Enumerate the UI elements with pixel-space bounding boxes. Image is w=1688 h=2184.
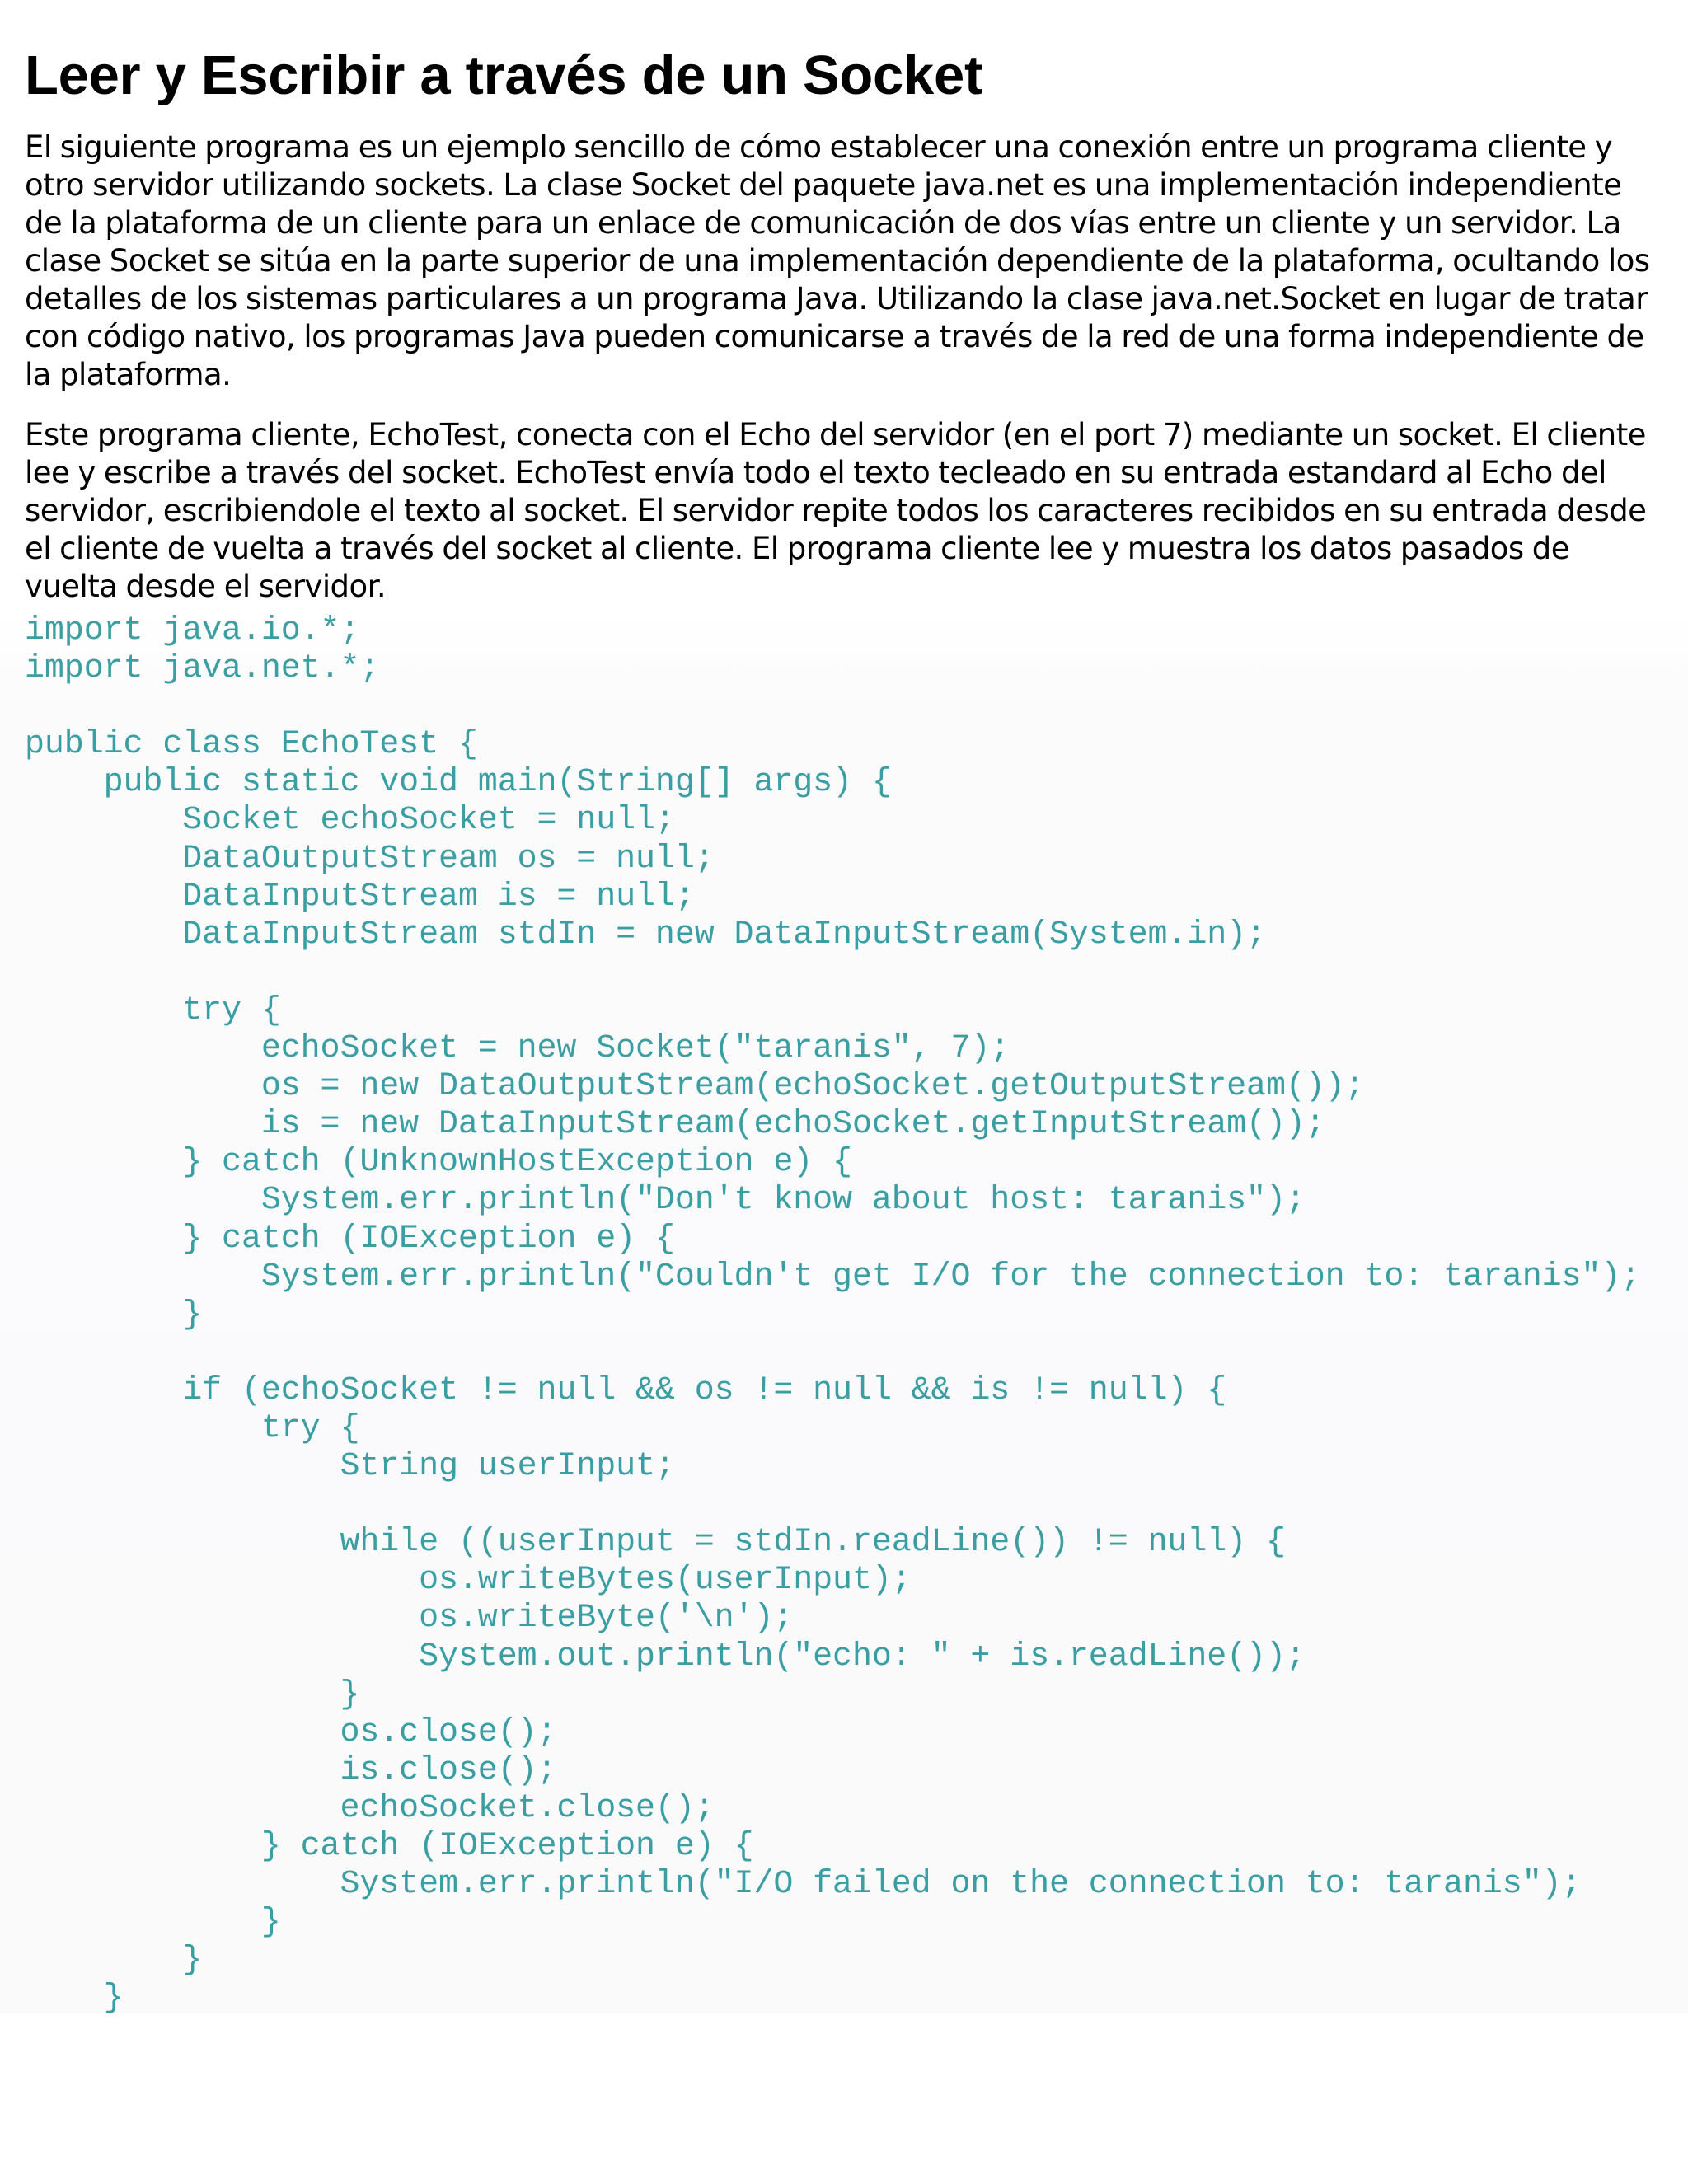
- page-title: Leer y Escribir a través de un Socket: [25, 45, 982, 106]
- java-code-listing: import java.io.*; import java.net.*; public class EchoTest { public static void main(String[] args) { Socket echoSocket = null; DataOutputStream os = null; DataInputStream is = null; DataInputStream stdIn = new DataInputStream(System.in); try { echoSocket = new Socket("taranis", 7); os = new DataOutputStream(echoSocket.getOutputStream()); is = new DataInputStream(echoSocket.getInputStream()); } catch (UnknownHostException e) { System.err.println("Don't know about host: taranis"); } catch (IOException e) { System.err.println("Couldn't get I/O for the connection to: taranis"); } if (echoSocket != null && os != null && is != null) { try { String userInput; while ((userInput = stdIn.readLine()) != null) { os.writeBytes(userInput); os.writeByte('\n'); System.out.println("echo: " + is.readLine()); } os.close(); is.close(); echoSocket.close(); } catch (IOException e) { System.err.println("I/O failed on the connection to: taranis"); } } }: [25, 612, 1641, 2018]
- echotest-paragraph: Este programa cliente, EchoTest, conecta con el Echo del servidor (en el port 7) mediante un socket. El cliente lee y escribe a través del socket. EchoTest envía todo el texto tecleado en su entrada estandard al Echo del servidor, escribiendole el texto al socket. El servidor repite todos los caracteres recibidos en su entrada desde el cliente de vuelta a través del socket al cliente. El programa cliente lee y muestra los datos pasados de vuelta desde el servidor.: [25, 417, 1647, 604]
- code-block: [0, 612, 1688, 2018]
- document-page: [25, 0, 1665, 2018]
- intro-paragraph: El siguiente programa es un ejemplo sencillo de cómo establecer una conexión entre un programa cliente y otro servidor utilizando sockets. La clase Socket del paquete java.net es una implementación independiente de la plataforma de un cliente para un enlace de comunicación de dos vías entre un cliente y un servidor. La clase Socket se sitúa en la parte superior de una implementación dependiente de la plataforma, ocultando los detalles de los sistemas particulares a un programa Java. Utilizando la clase java.net.Socket en lugar de tratar con código nativo, los programas Java pueden comunicarse a través de la red de una forma independiente de la plataforma.: [25, 129, 1650, 392]
